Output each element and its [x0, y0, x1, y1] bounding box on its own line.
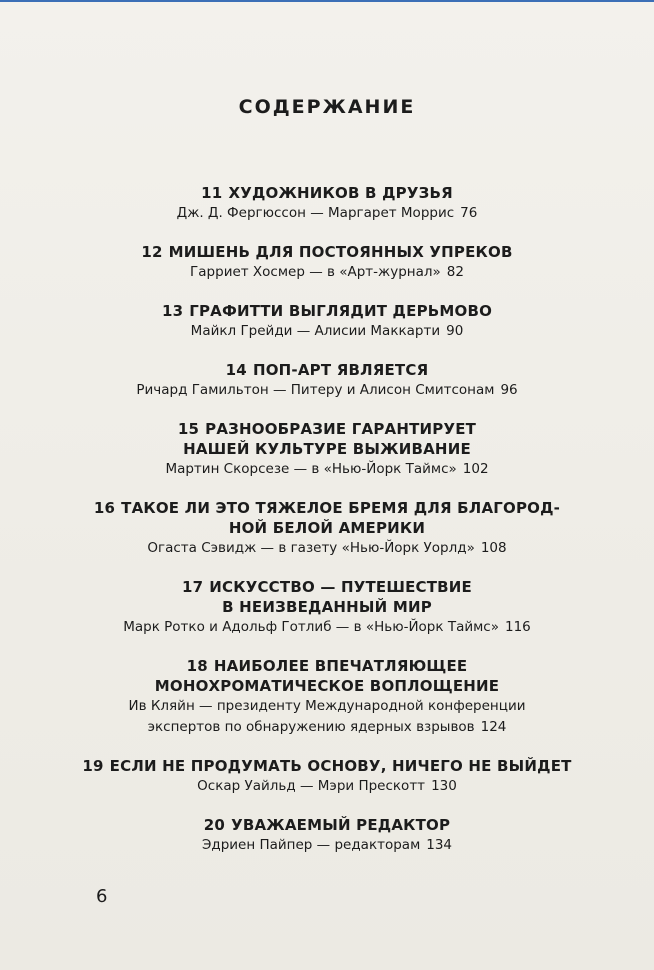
entry-title-text: ЕСЛИ НЕ ПРОДУМАТЬ ОСНОВУ, НИЧЕГО НЕ ВЫЙДЕТ	[109, 757, 572, 775]
entry-author	[0, 262, 654, 283]
entry-number: 17	[182, 578, 204, 596]
toc-entry	[0, 360, 654, 401]
entry-title-text: ХУДОЖНИКОВ В ДРУЗЬЯ	[228, 184, 453, 202]
entry-title-text: НОЙ БЕЛОЙ АМЕРИКИ	[228, 519, 426, 537]
entry-title	[0, 577, 654, 597]
top-border	[0, 0, 654, 2]
entry-title-text: УВАЖАЕМЫЙ РЕДАКТОР	[231, 816, 451, 834]
table-of-contents	[0, 183, 654, 874]
entry-number: 15	[177, 420, 200, 438]
entry-author	[0, 380, 654, 401]
entry-number: 13	[161, 302, 184, 320]
entry-author-text: Эдриен Пайпер — редакторам	[201, 837, 421, 853]
entry-author-text: Ричард Гамильтон — Питеру и Алисон Смитсонам	[136, 382, 495, 398]
entry-title	[0, 419, 654, 439]
entry-title-text: МИШЕНЬ ДЛЯ ПОСТОЯННЫХ УПРЕКОВ	[168, 243, 513, 261]
entry-title-text: В НЕИЗВЕДАННЫЙ МИР	[222, 598, 432, 616]
entry-author-text: Мартин Скорсезе — в «Нью-Йорк Таймс»	[165, 461, 457, 477]
entry-author-text: Гарриет Хосмер — в «Арт-журнал»	[190, 264, 441, 280]
entry-number: 11	[201, 184, 223, 202]
toc-entry	[0, 183, 654, 224]
entry-page: 134	[426, 837, 453, 853]
entry-author-text: экспертов по обнаружению ядерных взрывов	[147, 719, 475, 735]
entry-author	[0, 203, 654, 224]
entry-number: 16	[93, 499, 116, 517]
entry-title	[0, 815, 654, 835]
entry-title-text: МОНОХРОМАТИЧЕСКОЕ ВОПЛОЩЕНИЕ	[154, 677, 500, 695]
entry-page: 130	[431, 778, 457, 794]
entry-author-text: Оскар Уайльд — Мэри Прескотт	[197, 778, 426, 794]
entry-author-text: Майкл Грейди — Алисии Маккарти	[190, 323, 441, 339]
toc-entry	[0, 301, 654, 342]
entry-author	[0, 835, 654, 856]
entry-title-text: ИСКУССТВО — ПУТЕШЕСТВИЕ	[209, 578, 472, 596]
entry-title-text: ПОП-АРТ ЯВЛЯЕТСЯ	[252, 361, 429, 379]
entry-title	[0, 498, 654, 518]
entry-author-continued	[0, 717, 654, 738]
entry-number: 14	[225, 361, 247, 379]
entry-author-text: Ив Кляйн — президенту Международной конференции	[128, 698, 526, 714]
entry-title	[0, 360, 654, 380]
toc-entry	[0, 656, 654, 738]
entry-number: 12	[141, 243, 163, 261]
entry-title-text: ТАКОЕ ЛИ ЭТО ТЯЖЕЛОЕ БРЕМЯ ДЛЯ БЛАГОРОД-	[121, 499, 561, 517]
entry-title-text: НАИБОЛЕЕ ВПЕЧАТЛЯЮЩЕЕ	[213, 657, 468, 675]
toc-entry	[0, 577, 654, 638]
entry-author	[0, 538, 654, 559]
entry-page: 76	[460, 205, 478, 221]
entry-title-text: НАШЕЙ КУЛЬТУРЕ ВЫЖИВАНИЕ	[183, 440, 471, 458]
entry-page: 124	[480, 719, 507, 735]
toc-entry	[0, 498, 654, 559]
toc-entry	[0, 419, 654, 480]
toc-entry	[0, 815, 654, 856]
entry-title-continued	[0, 676, 654, 696]
entry-title-continued	[0, 439, 654, 459]
entry-author	[0, 321, 654, 342]
entry-author-text: Марк Ротко и Адольф Готлиб — в «Нью-Йорк Таймс»	[123, 619, 499, 635]
entry-title-text: ГРАФИТТИ ВЫГЛЯДИТ ДЕРЬМОВО	[189, 302, 493, 320]
entry-title	[0, 183, 654, 203]
entry-page: 96	[500, 382, 518, 398]
entry-title	[0, 756, 654, 776]
entry-number: 20	[203, 816, 226, 834]
entry-author-text: Дж. Д. Фергюссон — Маргарет Моррис	[176, 205, 455, 221]
entry-page: 82	[446, 264, 464, 280]
entry-title	[0, 301, 654, 321]
toc-entry	[0, 242, 654, 283]
entry-page: 108	[480, 540, 507, 556]
entry-author	[0, 776, 654, 797]
entry-author	[0, 459, 654, 480]
entry-title-text: РАЗНООБРАЗИЕ ГАРАНТИРУЕТ	[205, 420, 477, 438]
entry-number: 18	[186, 657, 208, 675]
entry-author-text: Огаста Сэвидж — в газету «Нью-Йорк Уорлд»	[147, 540, 475, 556]
entry-number: 19	[82, 757, 104, 775]
toc-heading: СОДЕРЖАНИЕ	[238, 96, 416, 118]
entry-author	[0, 617, 654, 638]
entry-title-continued	[0, 597, 654, 617]
entry-page: 102	[462, 461, 489, 477]
entry-title	[0, 242, 654, 262]
page-number: 6	[96, 886, 108, 907]
entry-page: 90	[446, 323, 464, 339]
entry-page: 116	[504, 619, 531, 635]
entry-author	[0, 696, 654, 717]
entry-title-continued	[0, 518, 654, 538]
toc-entry	[0, 756, 654, 797]
entry-title	[0, 656, 654, 676]
